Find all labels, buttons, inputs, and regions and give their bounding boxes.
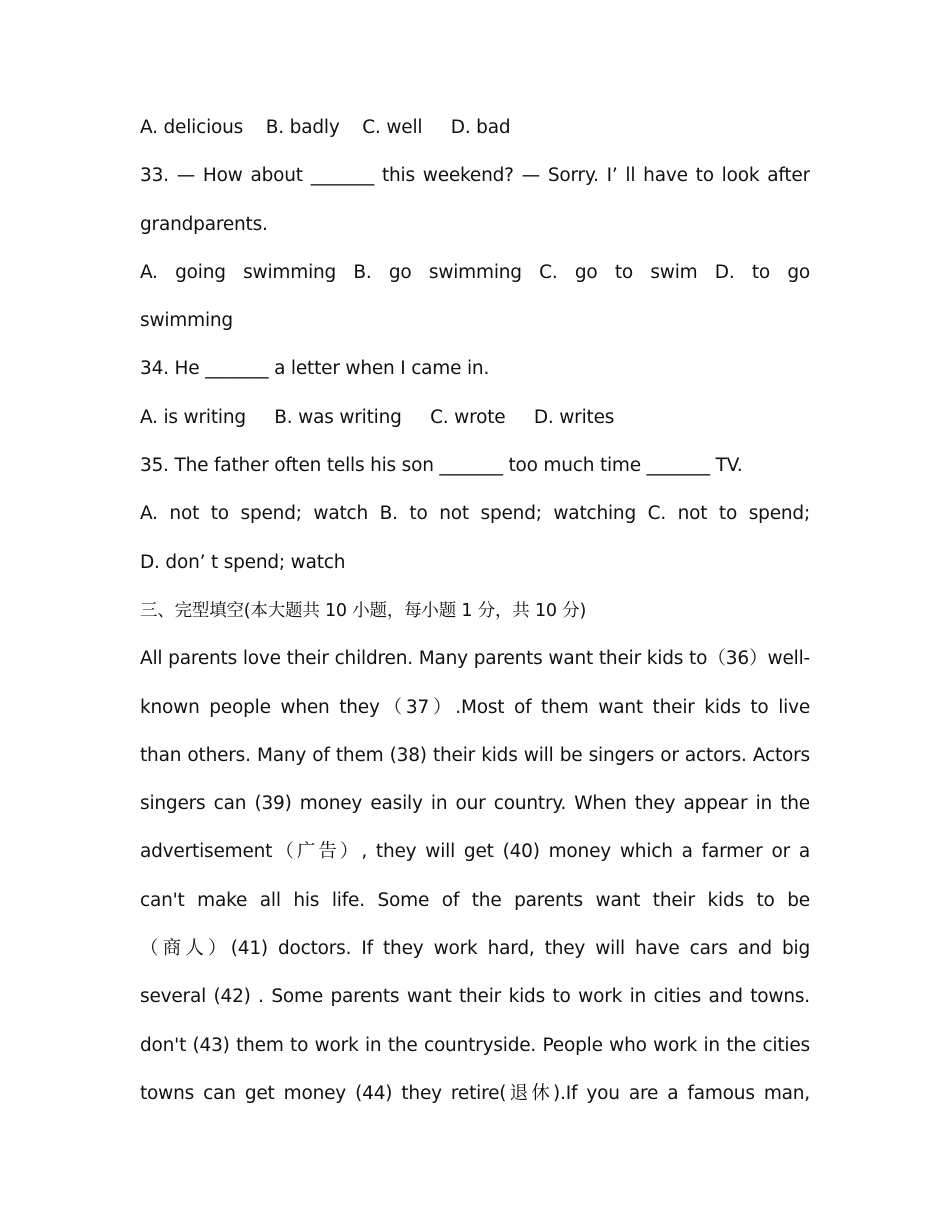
answer-options-35: A. not to spend; watch B. to not spend; watching C. not to spend;	[140, 503, 810, 525]
passage-line: can't make all his life. Some of the parents want their kids to be	[140, 889, 810, 911]
question-34: 34. He _______ a letter when I came in.	[140, 358, 490, 380]
answer-options-33-continued: swimming	[140, 310, 233, 332]
passage-line: advertisement（广告）, they will get (40) money which a farmer or a	[140, 841, 810, 863]
passage-line: known people when they（37）.Most of them want their kids to live	[140, 696, 810, 718]
question-33: 33. — How about _______ this weekend? — Sorry. I’ ll have to look after	[140, 165, 810, 187]
answer-options-35-continued: D. don’ t spend; watch	[140, 551, 346, 573]
passage-line: singers can (39) money easily in our country. When they appear in the	[140, 793, 810, 815]
answer-options-34: A. is writing B. was writing C. wrote D. writes	[140, 406, 615, 428]
passage-line: than others. Many of them (38) their kids will be singers or actors. Actors	[140, 744, 810, 766]
passage-line: don't (43) them to work in the countryside. People who work in the cities	[140, 1034, 810, 1056]
question-35: 35. The father often tells his son _______ too much time _______ TV.	[140, 455, 743, 477]
section-heading-cloze: 三、完型填空(本大题共 10 小题，每小题 1 分，共 10 分)	[140, 600, 587, 621]
answer-options-32: A. delicious B. badly C. well D. bad	[140, 117, 511, 138]
question-33-continued: grandparents.	[140, 213, 268, 235]
passage-line: several (42) . Some parents want their kids to work in cities and towns.	[140, 986, 810, 1008]
passage-line: （商人）(41) doctors. If they work hard, they will have cars and big	[140, 938, 810, 960]
passage-line: towns can get money (44) they retire(退休).If you are a famous man,	[140, 1082, 810, 1104]
passage-line: All parents love their children. Many parents want their kids to（36）well-	[140, 648, 810, 670]
answer-options-33: A. going swimming B. go swimming C. go to swim D. to go	[140, 261, 810, 283]
document-page	[140, 104, 810, 1118]
